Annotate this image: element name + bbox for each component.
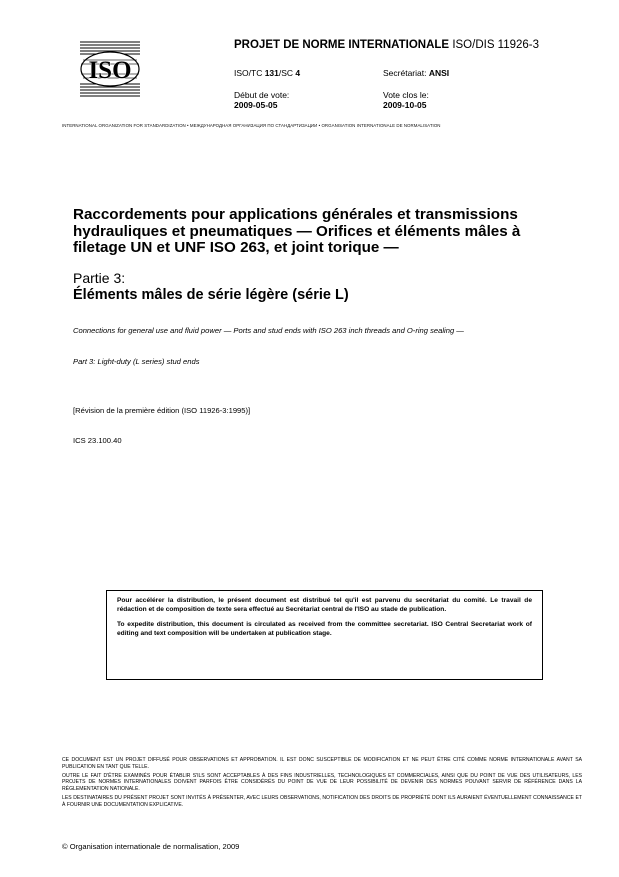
document-title-french: Raccordements pour applications générales et transmissions hydrauliques et pneumatiques — Orifices et éléments mâles à filetage UN et UNF ISO 263, et joint torique — [73,206,521,256]
document-title-english: Connections for general use and fluid power — Ports and stud ends with ISO 263 inch threads and O-ring sealing — [73,326,464,335]
revision-note: [Révision de la première édition (ISO 11926-3:1995)] [73,406,251,415]
vote-end-label: Vote clos le: [383,90,429,100]
header-title-ref: ISO/DIS 11926-3 [452,39,540,51]
disclaimer [62,757,582,811]
distribution-notice-box [106,590,543,680]
vote-start-date: 2009-05-05 [234,100,278,110]
disclaimer-paragraph-3: LES DESTINATAIRES DU PRÉSENT PROJET SONT INVITÉS À PRÉSENTER, AVEC LEURS OBSERVATIONS, NOTIFICATION DES DROITS DE PROPRIÉTÉ DONT ILS AURAIENT ÉVENTUELLEMENT CONNAISSANCE ET À FOURNIR UNE DOCUMENTATION EXPLICATIVE. [62,795,582,808]
organization-line: INTERNATIONAL ORGANIZATION FOR STANDARDIZATION • МЕЖДУНАРОДНАЯ ОРГАНИЗАЦИЯ ПО СТАНДАРТИЗАЦИИ • ORGANISATION INTERNATIONALE DE NORMALISATION [62,123,441,128]
copyright-notice: © Organisation internationale de normalisation, 2009 [62,842,240,851]
committee-ref: ISO/TC 131/SC 4 [234,68,301,78]
ics-code: ICS 23.100.40 [73,436,122,445]
iso-logo [80,40,140,98]
part-title: Éléments mâles de série légère (série L) [73,287,349,303]
header-title-bold: PROJET DE NORME INTERNATIONALE [234,39,450,51]
document-header-title [234,39,539,51]
vote-end-date: 2009-10-05 [383,100,427,110]
vote-start-label: Début de vote: [234,90,290,100]
secretariat: Secrétariat: ANSI [383,68,450,78]
svg-text:ISO: ISO [88,57,132,84]
disclaimer-paragraph-2: OUTRE LE FAIT D'ÊTRE EXAMINÉS POUR ÉTABLIR S'ILS SONT ACCEPTABLES À DES FINS INDUSTRIELLES, TECHNOLOGIQUES ET COMMERCIALES, AINSI QUE DU POINT DE VUE DES UTILISATEURS, LES PROJETS DE NORMES INTERNATIONALES DOIVENT PARFOIS ÊTRE CONSIDÉRÉS DU POINT DE VUE DE LEUR POSSIBILITÉ DE DEVENIR DES NORMES POUVANT SERVIR DE RÉFÉRENCE DANS LA RÉGLEMENTATION NATIONALE. [62,772,582,792]
part-title-english: Part 3: Light-duty (L series) stud ends [73,357,200,366]
notice-english: To expedite distribution, this document is circulated as received from the committee secretariat. ISO Central Secretariat work of editing and text composition will be undertaken at publication stage. [117,621,532,637]
notice-french: Pour accélérer la distribution, le présent document est distribué tel qu'il est parvenu du secrétariat du comité. Le travail de rédaction et de composition de texte sera effectué au Secrétariat central de l'ISO au stade de publication. [117,597,532,613]
part-label: Partie 3: [73,270,126,286]
disclaimer-paragraph-1: CE DOCUMENT EST UN PROJET DIFFUSÉ POUR OBSERVATIONS ET APPROBATION. IL EST DONC SUSCEPTIBLE DE MODIFICATION ET NE PEUT ÊTRE CITÉ COMME NORME INTERNATIONALE AVANT SA PUBLICATION EN TANT QUE TELLE. [62,757,582,770]
